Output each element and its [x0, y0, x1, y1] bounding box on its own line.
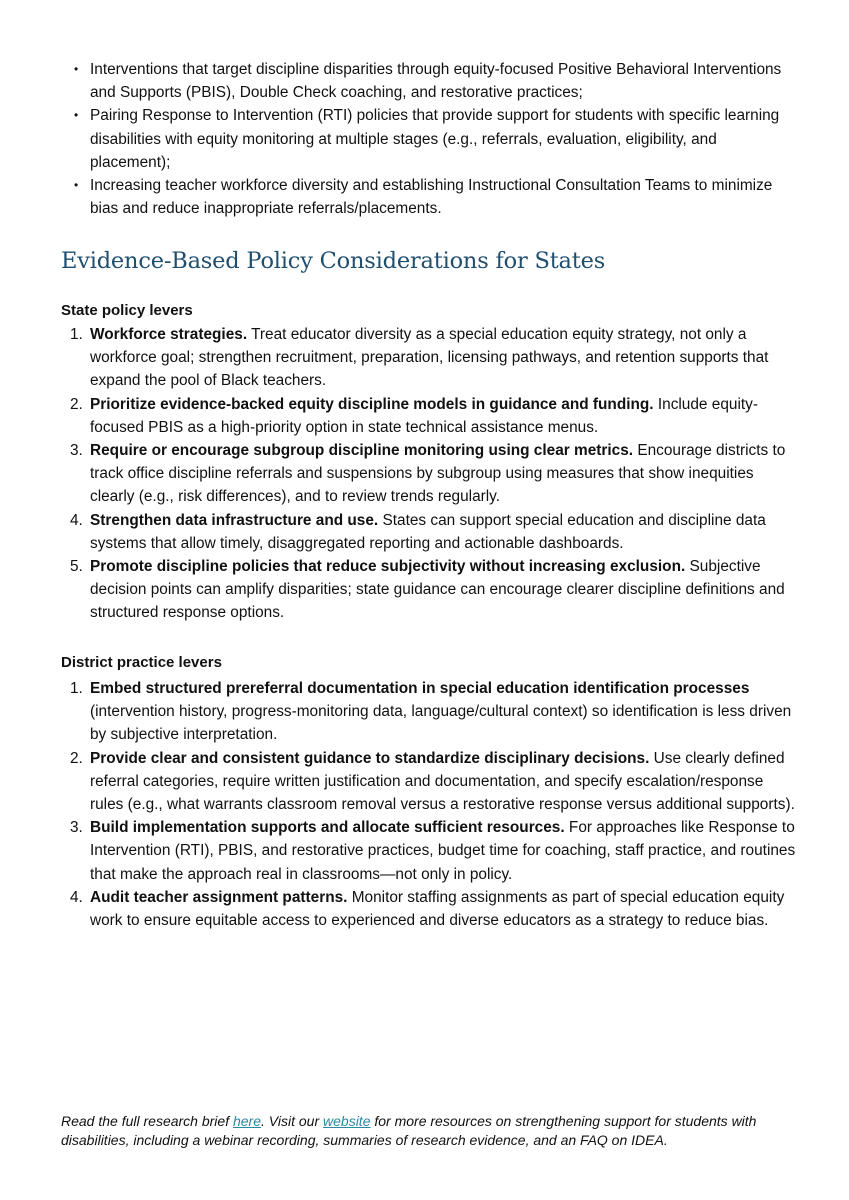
bullet-icon: •	[74, 108, 79, 123]
state-levers-list	[70, 323, 797, 625]
list-item: • Interventions that target discipline disparities through equity-focused Positive Behavioral Interventions and Supports (PBIS), Double Check coaching, and restorative practices;	[70, 58, 795, 104]
list-item: 1. Embed structured prereferral documentation in special education identification processes (intervention history, progress-monitoring data, language/cultural context) so identification is less driven by subjective interpretation.	[70, 680, 792, 744]
list-item: 1. Workforce strategies. Treat educator diversity as a special education equity strategy, not only a workforce goal; strengthen recruitment, preparation, licensing pathways, and retention supports that expand the pool of Black teachers.	[70, 326, 769, 390]
list-item: 3. Build implementation supports and allocate sufficient resources. For approaches like Response to Intervention (RTI), PBIS, and restorative practices, budget time for coaching, staff practice, and routines that make the approach real in classrooms—not only in policy.	[70, 819, 796, 883]
district-levers-title: District practice levers	[61, 654, 222, 671]
list-item: 3. Require or encourage subgroup discipline monitoring using clear metrics. Encourage districts to track office discipline referrals and suspensions by subgroup using measures that show inequities clearly (e.g., risk differences), and to review trends regularly.	[70, 442, 786, 506]
section-heading: Evidence-Based Policy Considerations for States	[61, 248, 606, 274]
list-item: 4. Audit teacher assignment patterns. Monitor staffing assignments as part of special education equity work to ensure equitable access to experienced and diverse educators as a strategy to reduce bias.	[70, 888, 785, 930]
list-item: 5. Promote discipline policies that reduce subjectivity without increasing exclusion. Subjective decision points can amplify disparities; state guidance can encourage clearer discipline definitions and structured response options.	[70, 558, 785, 622]
website-link[interactable]: website	[323, 1113, 371, 1129]
research-brief-link[interactable]: here	[232, 1113, 262, 1129]
top-bullet-list	[70, 58, 795, 220]
footer-note: Read the full research brief here. Visit our website for more resources on strengthening support for students with disabilities, including a webinar recording, summaries of research evidence, and an FAQ on IDEA.	[61, 1113, 757, 1148]
bullet-icon: •	[74, 178, 79, 193]
list-item: 2. Provide clear and consistent guidance to standardize disciplinary decisions. Use clearly defined referral categories, require written justification and documentation, and specify escalation/response rules (e.g., what warrants classroom removal versus a restorative response versus additional supports).	[70, 749, 795, 814]
state-levers-title: State policy levers	[61, 302, 193, 319]
district-levers-list	[70, 677, 797, 932]
list-item: 4. Strengthen data infrastructure and use. States can support special education and discipline data systems that allow timely, disaggregated reporting and actionable dashboards.	[70, 511, 766, 552]
list-item: • Increasing teacher workforce diversity and establishing Instructional Consultation Teams to minimize bias and reduce inappropriate referrals/placements.	[70, 174, 795, 220]
bullet-icon: •	[74, 62, 79, 76]
list-item: • Pairing Response to Intervention (RTI) policies that provide support for students with specific learning disabilities with equity monitoring at multiple stages (e.g., referrals, evaluation, eligibility, and placement);	[70, 104, 795, 174]
list-item: 2. Prioritize evidence-backed equity discipline models in guidance and funding. Include equity-focused PBIS as a high-priority option in state technical assistance menus.	[70, 395, 758, 436]
